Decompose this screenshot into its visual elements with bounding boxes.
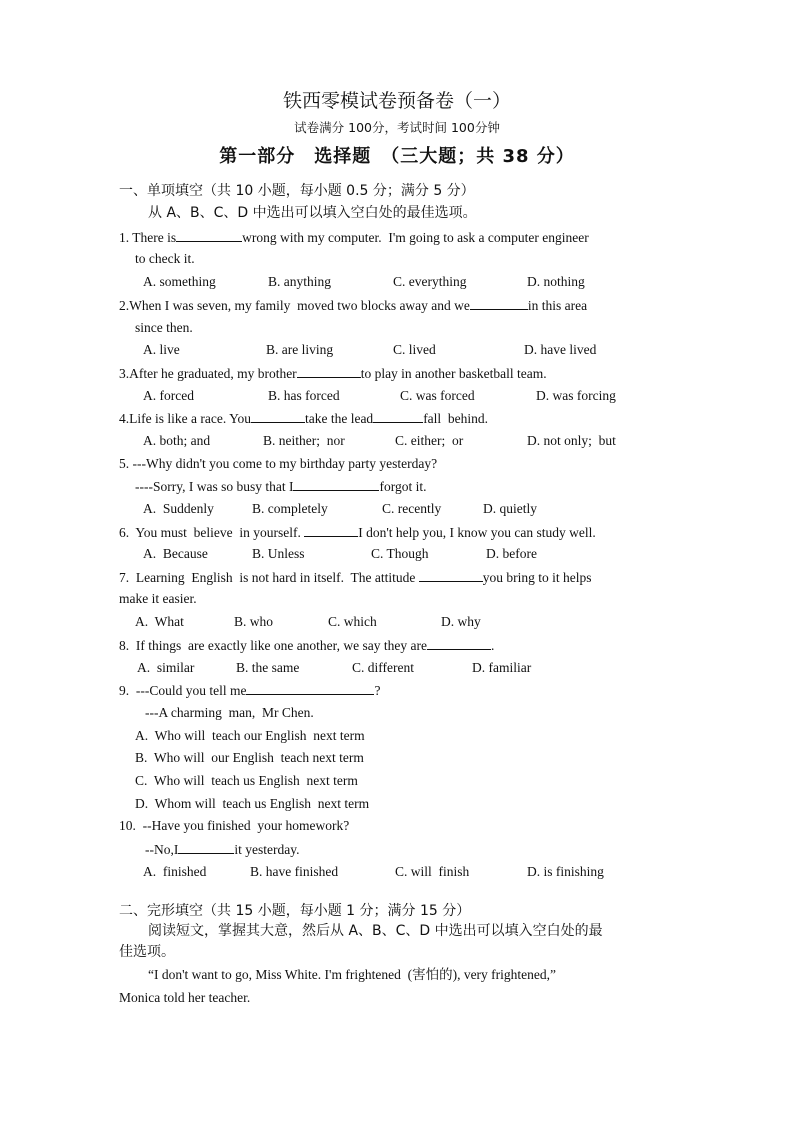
option-a: A. both; and <box>143 433 211 448</box>
option-b: B. have finished <box>250 864 339 879</box>
passage-line: “I don't want to go, Miss White. I'm frightened (害怕的), very frightened,” <box>148 967 557 982</box>
option-b: B. the same <box>236 660 300 675</box>
question-text: ----Sorry, I was so busy that I <box>135 479 294 494</box>
question-text: 1. There is <box>119 230 177 245</box>
option-c: C. Though <box>371 546 429 561</box>
section1-instruction: 从 A、B、C、D 中选出可以填入空白处的最佳选项。 <box>148 205 477 221</box>
option-a: A. finished <box>143 864 207 879</box>
passage-line: Monica told her teacher. <box>119 990 251 1005</box>
option-c: C. everything <box>393 274 467 289</box>
question-text: take the lead <box>304 411 374 426</box>
question-text: you bring to it helps <box>482 570 592 585</box>
answer-blank <box>427 636 491 650</box>
option-c: C. which <box>328 614 377 629</box>
answer-blank <box>293 477 379 491</box>
option-d: D. was forcing <box>536 388 616 403</box>
question-text: --No,I <box>145 842 179 857</box>
question-10-cont <box>145 840 299 859</box>
part-title: 第一部分 选择题 （三大题；共 38 分） <box>219 146 575 167</box>
option-a: A. Because <box>143 546 208 561</box>
question-5: 5. ---Why didn't you come to my birthday party yesterday? <box>119 456 438 471</box>
section1-heading: 一、单项填空（共 10 小题，每小题 0.5 分；满分 5 分） <box>119 183 475 199</box>
option-d: D. Whom will teach us English next term <box>135 796 370 811</box>
option-b: B. Who will our English teach next term <box>135 750 364 765</box>
question-2-cont: since then. <box>135 320 193 335</box>
question-text: it yesterday. <box>234 842 300 857</box>
answer-blank <box>304 523 358 537</box>
exam-title: 铁西零模试卷预备卷（一） <box>282 90 511 112</box>
question-1-cont: to check it. <box>135 251 195 266</box>
question-text: 3.After he graduated, my brother <box>119 366 297 381</box>
option-d: D. quietly <box>483 501 537 516</box>
question-text: wrong with my computer. I'm going to ask a computer engineer <box>242 230 589 245</box>
option-b: B. who <box>234 614 274 629</box>
question-text: fall behind. <box>423 411 489 426</box>
question-text: forgot it. <box>379 479 427 494</box>
answer-blank <box>297 364 361 378</box>
option-b: B. completely <box>252 501 328 516</box>
answer-blank <box>246 681 374 695</box>
question-9-cont: ---A charming man, Mr Chen. <box>145 705 314 720</box>
option-b: B. anything <box>268 274 331 289</box>
option-a: A. Who will teach our English next term <box>135 728 365 743</box>
answer-blank <box>178 840 234 854</box>
question-text: 8. If things are exactly like one another, we say they are <box>119 638 427 653</box>
question-7 <box>119 568 591 587</box>
question-10: 10. --Have you finished your homework? <box>119 818 350 833</box>
question-7-cont: make it easier. <box>119 591 197 606</box>
question-3 <box>119 364 547 383</box>
option-a: A. forced <box>143 388 194 403</box>
option-a: A. live <box>143 342 180 357</box>
option-a: A. something <box>143 274 216 289</box>
option-d: D. why <box>441 614 481 629</box>
question-8 <box>119 636 494 655</box>
question-text: ? <box>374 683 381 698</box>
option-a: A. similar <box>137 660 195 675</box>
option-d: D. not only; but <box>527 433 616 448</box>
question-1 <box>119 228 589 247</box>
option-c: C. either; or <box>395 433 464 448</box>
question-2 <box>119 296 587 315</box>
option-d: D. familiar <box>472 660 532 675</box>
option-d: D. nothing <box>527 274 585 289</box>
question-text: in this area <box>527 298 588 313</box>
option-c: C. lived <box>393 342 436 357</box>
option-c: C. different <box>352 660 414 675</box>
question-text: 2.When I was seven, my family moved two blocks away and we <box>119 298 470 313</box>
option-d: D. have lived <box>524 342 597 357</box>
option-b: B. has forced <box>268 388 340 403</box>
answer-blank <box>419 568 483 582</box>
option-b: B. are living <box>266 342 334 357</box>
section2-instruction: 阅读短文，掌握其大意，然后从 A、B、C、D 中选出可以填入空白处的最 <box>148 923 603 939</box>
option-a: A. Suddenly <box>143 501 214 516</box>
option-c: C. recently <box>382 501 442 516</box>
option-a: A. What <box>135 614 184 629</box>
question-text: 6. You must believe in yourself. <box>119 525 305 540</box>
question-9 <box>119 681 380 700</box>
exam-subtitle: 试卷满分 100分，考试时间 100分钟 <box>294 120 500 135</box>
question-text: I don't help you, I know you can study well. <box>358 525 596 540</box>
question-5-cont <box>135 477 426 496</box>
answer-blank <box>373 409 423 423</box>
option-d: D. before <box>486 546 537 561</box>
section2-heading: 二、完形填空（共 15 小题，每小题 1 分；满分 15 分） <box>119 903 471 919</box>
answer-blank <box>251 409 305 423</box>
option-c: C. Who will teach us English next term <box>135 773 358 788</box>
question-6 <box>119 523 596 542</box>
question-4 <box>119 409 488 428</box>
answer-blank <box>176 228 242 242</box>
question-text: 4.Life is like a race. You <box>119 411 251 426</box>
question-text: 9. ---Could you tell me <box>119 683 247 698</box>
question-text: . <box>490 638 495 653</box>
question-text: 7. Learning English is not hard in itself. The attitude <box>119 570 419 585</box>
option-c: C. was forced <box>400 388 475 403</box>
question-text: to play in another basketball team. <box>360 366 547 381</box>
option-d: D. is finishing <box>527 864 604 879</box>
option-b: B. neither; nor <box>263 433 345 448</box>
answer-blank <box>470 296 528 310</box>
section2-instruction-cont: 佳选项。 <box>119 944 175 960</box>
option-c: C. will finish <box>395 864 470 879</box>
option-b: B. Unless <box>252 546 305 561</box>
